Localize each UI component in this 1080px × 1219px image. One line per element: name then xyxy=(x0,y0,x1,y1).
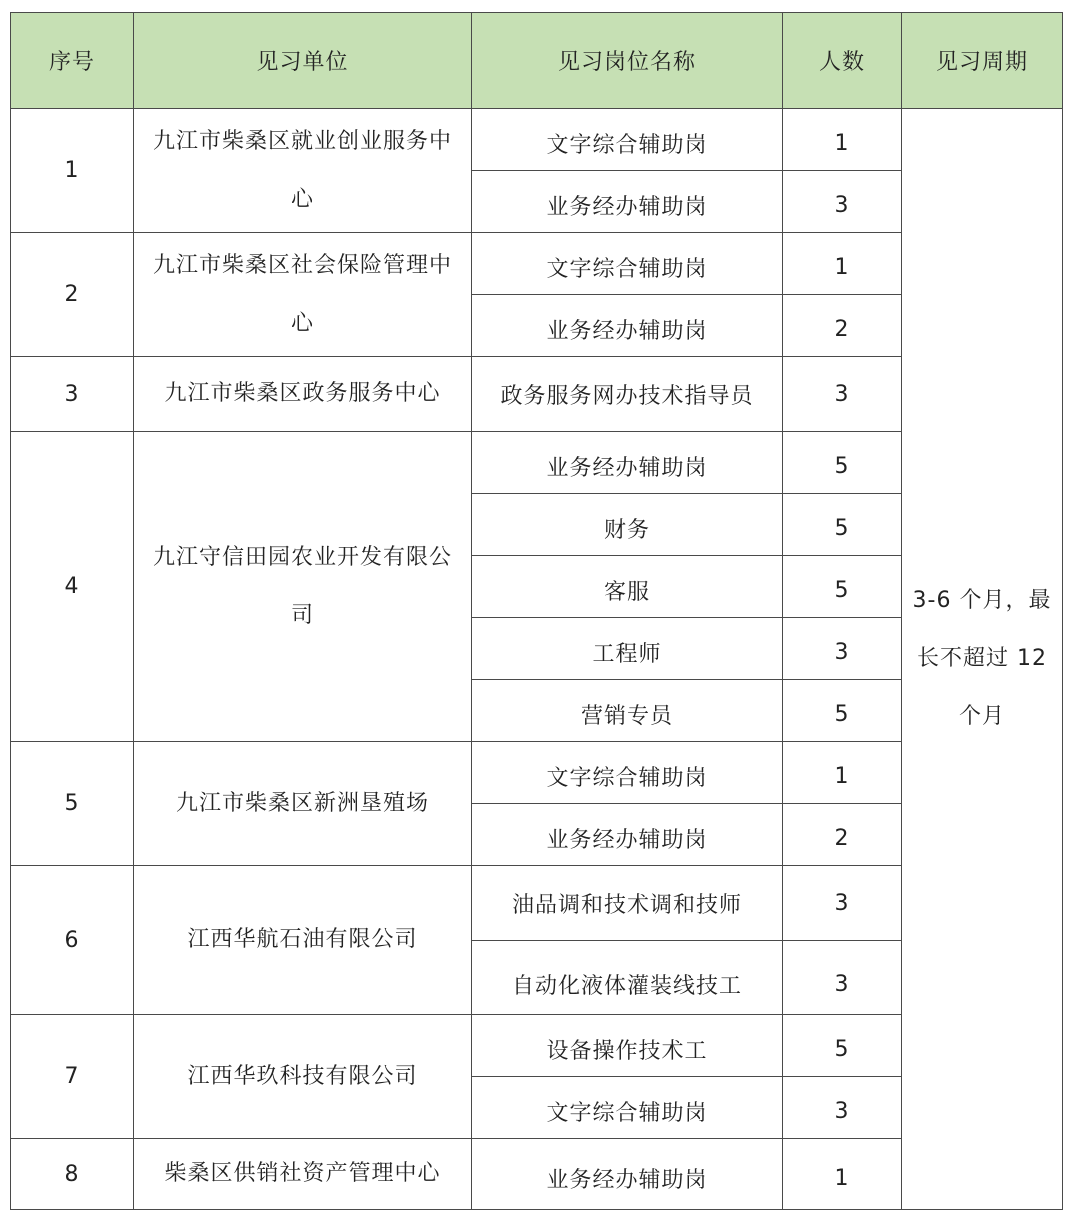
cell-position: 业务经办辅助岗 xyxy=(472,1139,783,1210)
cell-count: 1 xyxy=(783,109,902,171)
cell-position: 业务经办辅助岗 xyxy=(472,171,783,233)
cell-count: 2 xyxy=(783,295,902,357)
cell-unit: 柴桑区供销社资产管理中心 xyxy=(134,1139,472,1210)
cell-position: 设备操作技术工 xyxy=(472,1015,783,1077)
header-period: 见习周期 xyxy=(902,13,1063,109)
header-unit: 见习单位 xyxy=(134,13,472,109)
table-body xyxy=(11,109,1063,1210)
cell-count: 3 xyxy=(783,357,902,432)
cell-unit: 江西华航石油有限公司 xyxy=(134,866,472,1015)
cell-seq: 7 xyxy=(11,1015,134,1139)
cell-count: 3 xyxy=(783,1077,902,1139)
cell-unit: 江西华玖科技有限公司 xyxy=(134,1015,472,1139)
cell-count: 1 xyxy=(783,742,902,804)
table-row xyxy=(11,109,1063,171)
cell-seq: 6 xyxy=(11,866,134,1015)
cell-count: 3 xyxy=(783,866,902,941)
cell-count: 5 xyxy=(783,432,902,494)
cell-period: 3-6 个月，最长不超过 12 个月 xyxy=(902,109,1063,1210)
cell-seq: 1 xyxy=(11,109,134,233)
cell-seq: 2 xyxy=(11,233,134,357)
cell-count: 5 xyxy=(783,556,902,618)
header-row xyxy=(11,13,1063,109)
cell-seq: 4 xyxy=(11,432,134,742)
cell-seq: 5 xyxy=(11,742,134,866)
cell-count: 3 xyxy=(783,941,902,1015)
cell-unit: 九江市柴桑区社会保险管理中心 xyxy=(134,233,472,357)
cell-count: 1 xyxy=(783,233,902,295)
cell-position: 文字综合辅助岗 xyxy=(472,233,783,295)
cell-count: 2 xyxy=(783,804,902,866)
header-count: 人数 xyxy=(783,13,902,109)
cell-unit: 九江市柴桑区政务服务中心 xyxy=(134,357,472,432)
internship-table xyxy=(10,12,1063,1210)
cell-unit: 九江市柴桑区新洲垦殖场 xyxy=(134,742,472,866)
header-position: 见习岗位名称 xyxy=(472,13,783,109)
cell-count: 5 xyxy=(783,1015,902,1077)
cell-position: 文字综合辅助岗 xyxy=(472,742,783,804)
cell-position: 文字综合辅助岗 xyxy=(472,109,783,171)
cell-position: 财务 xyxy=(472,494,783,556)
cell-position: 营销专员 xyxy=(472,680,783,742)
header-seq: 序号 xyxy=(11,13,134,109)
cell-position: 业务经办辅助岗 xyxy=(472,804,783,866)
cell-position: 业务经办辅助岗 xyxy=(472,432,783,494)
cell-position: 油品调和技术调和技师 xyxy=(472,866,783,941)
cell-unit: 九江市柴桑区就业创业服务中心 xyxy=(134,109,472,233)
cell-unit: 九江守信田园农业开发有限公司 xyxy=(134,432,472,742)
cell-seq: 3 xyxy=(11,357,134,432)
cell-position: 工程师 xyxy=(472,618,783,680)
cell-seq: 8 xyxy=(11,1139,134,1210)
cell-count: 1 xyxy=(783,1139,902,1210)
cell-count: 5 xyxy=(783,494,902,556)
cell-position: 业务经办辅助岗 xyxy=(472,295,783,357)
cell-position: 文字综合辅助岗 xyxy=(472,1077,783,1139)
cell-count: 3 xyxy=(783,618,902,680)
cell-position: 政务服务网办技术指导员 xyxy=(472,357,783,432)
cell-position: 客服 xyxy=(472,556,783,618)
cell-count: 3 xyxy=(783,171,902,233)
cell-count: 5 xyxy=(783,680,902,742)
cell-position: 自动化液体灌装线技工 xyxy=(472,941,783,1015)
